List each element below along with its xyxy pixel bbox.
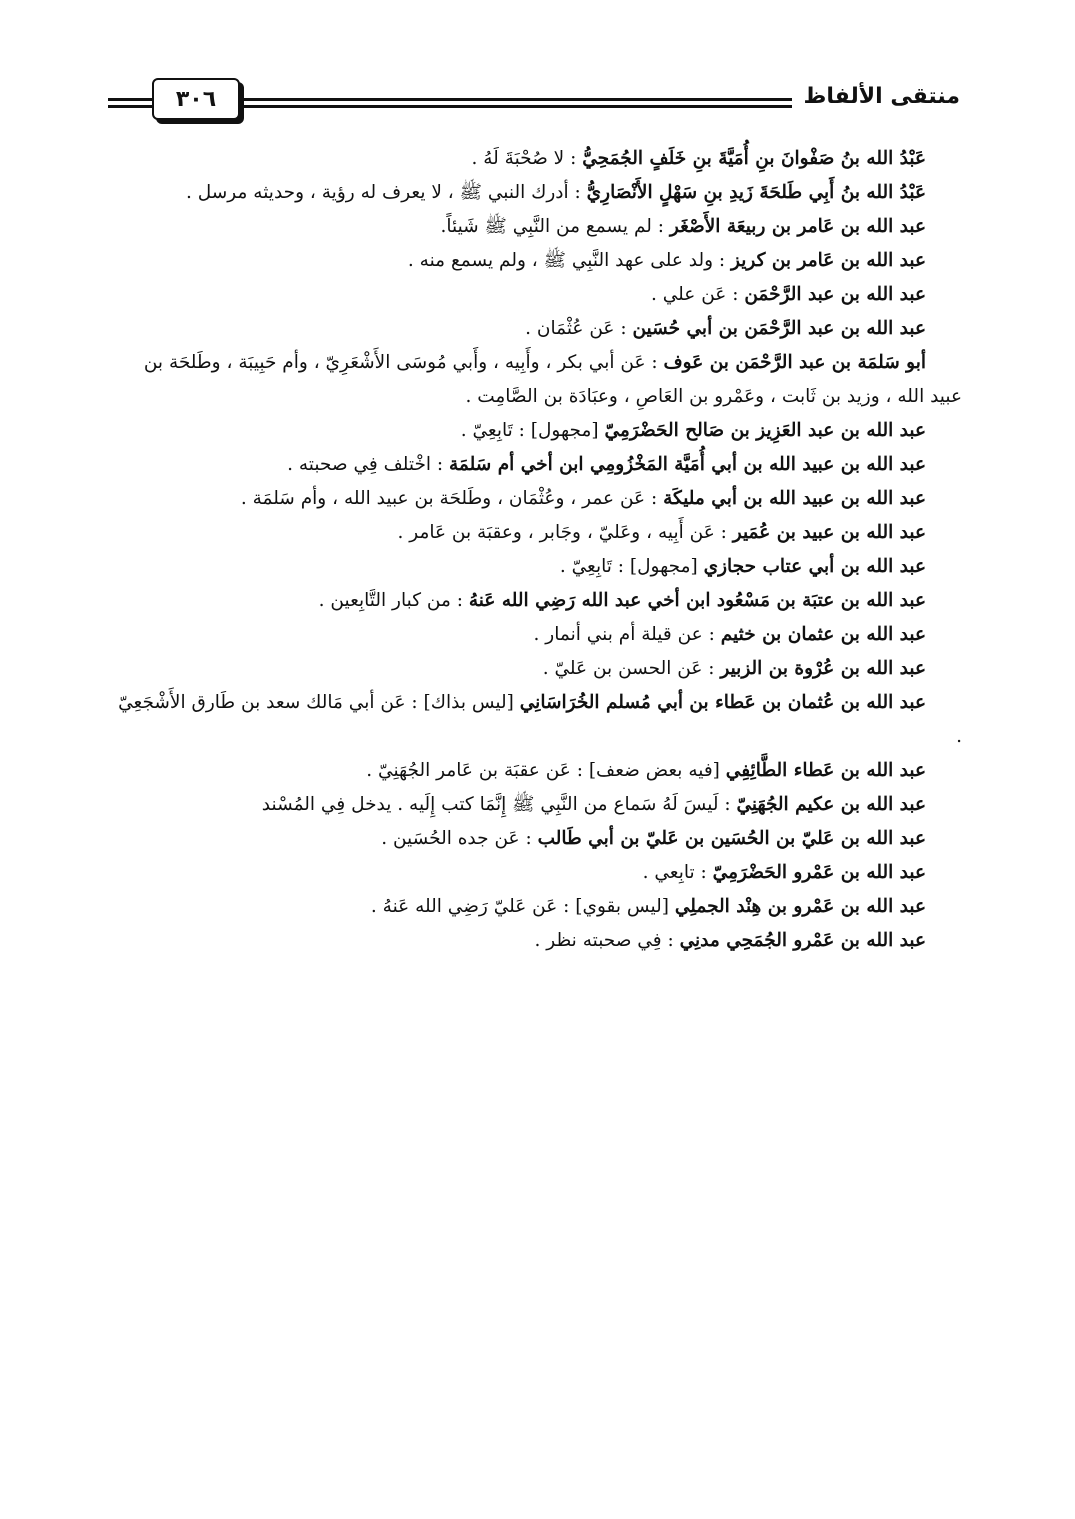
entry-text: : عَن الحسن بن عَليّ .	[542, 658, 721, 679]
entry-name: عبد الله بن عَامر بن كريز	[731, 250, 926, 271]
entry	[110, 822, 962, 856]
entry-text: : من كبار التَّابِعين .	[318, 590, 469, 611]
book-title: منتقى الألفاظ	[803, 84, 960, 109]
entry	[110, 856, 962, 890]
entry	[110, 686, 962, 754]
entry-name: عبد الله بن عَامر بن ربيعَة الأَصْغَر	[669, 216, 926, 237]
entry-text: : عَن عُثْمَان .	[525, 318, 633, 339]
page-number: ٣٠٦	[152, 78, 240, 120]
entry-name: أبو سَلمَة بن عبد الرَّحْمَن بن عَوف	[663, 352, 926, 373]
entry-text: : عَن جده الحُسَين .	[381, 828, 538, 849]
entry-name: عبد الله بن عَمْرو الحَضْرَمِيّ	[712, 862, 926, 883]
entry-text: : أدرك النبي ﷺ ، لا يعرف له رؤية ، وحديثه مرسل .	[186, 182, 587, 203]
entry-text: [مجهول] : تَابِعِيّ .	[460, 420, 605, 441]
entry-name: عبد الله بن عبد الرَّحْمَن	[744, 284, 926, 305]
entry-name: عبد الله بن عَليّ بن الحُسَين بن عَليّ بن أبي طَالب	[537, 828, 926, 849]
entry-text: : لَيسَ لَهُ سَماع من النَّبِي ﷺ إِنَّمَا كتب إِلَيه . يدخل فِي المُسْند	[261, 794, 737, 815]
entry	[110, 278, 962, 312]
entry-text: : فِي صحبته نظر .	[534, 930, 680, 951]
entry-text: : عن قيلة أم بني أنمار .	[533, 624, 721, 645]
entry	[110, 312, 962, 346]
entry	[110, 584, 962, 618]
entry-text: : ولد على عهد النَّبِي ﷺ ، ولم يسمع منه .	[407, 250, 732, 271]
entry-name: عبد الله بن عبيد الله بن أبي مليكَة	[663, 488, 926, 509]
entry	[110, 618, 962, 652]
entry-text: [ليس بذاك] : عَن أبي مَالك سعد بن طَارق الأَشْجَعِيّ .	[118, 692, 962, 747]
entry	[110, 210, 962, 244]
entry-name: عبد الله بن عتبَة بن مَسْعُود ابن أخي عبد الله رَضِي الله عَنهُ	[468, 590, 926, 611]
entry	[110, 346, 962, 414]
entry-text: : عَن علي .	[650, 284, 745, 305]
entry-name: عبد الله بن عكيم الجُهَنِيّ	[736, 794, 926, 815]
entry-name: عَبْدُ الله بنُ أَبِي طَلحَةَ زَيدِ بنِ سَهْلٍ الأَنْصَارِيُّ	[586, 182, 926, 203]
entry-name: عبد الله بن عُرْوة بن الزبير	[720, 658, 926, 679]
entry	[110, 142, 962, 176]
entry	[110, 890, 962, 924]
entry	[110, 244, 962, 278]
entry-name: عبد الله بن عَطاء الطَّائِفِي	[725, 760, 926, 781]
entry	[110, 924, 962, 958]
entry-name: عبد الله بن عبيد بن عُمَير	[732, 522, 926, 543]
entry	[110, 652, 962, 686]
entry-name: عبد الله بن عثمان بن خثيم	[720, 624, 926, 645]
entry-text: [ليس بقوي] : عَن عَليّ رَضِي الله عَنهُ .	[370, 896, 675, 917]
entry-text: : لا صُحْبَةَ لَهُ .	[471, 148, 583, 169]
entry	[110, 448, 962, 482]
entry-name: عبد الله بن أبي عتاب حجازي	[703, 556, 926, 577]
entry	[110, 176, 962, 210]
entry-text: : عَن عمر ، وعُثْمَان ، وطَلحَة بن عبيد الله ، وأم سَلمَة .	[240, 488, 664, 509]
entry-text: [فيه بعض ضعف] : عَن عقبَة بن عَامر الجُهَنِيّ .	[366, 760, 726, 781]
entry	[110, 788, 962, 822]
entry	[110, 516, 962, 550]
entry	[110, 550, 962, 584]
entry	[110, 482, 962, 516]
page-body	[110, 142, 962, 958]
entry-text: : اخْتلف فِي صحبته .	[287, 454, 450, 475]
entry-text: : عَن أبي بكر ، وأَبِيه ، وأَبي مُوسَى الأَشْعَرِيّ ، وأم حَبِيبَة ، وطَلحَة بن عبيد الله ، وزيد بن ثَابت ، وعَمْرو بن العَاصِ ، وعبَادَة بن الصَّامِت .	[143, 352, 962, 407]
entry-text: : عَن أَبِيه ، وعَليّ ، وجَابر ، وعقبَة بن عَامر .	[397, 522, 733, 543]
entry-text: : تابِعي .	[642, 862, 713, 883]
entry-name: عبد الله بن عبيد الله بن أبي أُمَيَّة المَخْزُومِي ابن أخي أم سَلمَة	[449, 454, 926, 475]
entry-name: عبد الله بن عَمْرو الجُمَحِي مدنِي	[679, 930, 926, 951]
entry-name: عبد الله بن عبد العَزِيز بن صَالح الحَضْرَمِيّ	[604, 420, 926, 441]
entry-name: عبد الله بن عُثمان بن عَطاء بن أبي مُسلم الخُرَاسَانِي	[519, 692, 926, 713]
entry-name: عبد الله بن عَمْرو بن هِنْد الجملِي	[674, 896, 926, 917]
entry	[110, 754, 962, 788]
entry-text: [مجهول] : تَابِعِيّ .	[559, 556, 704, 577]
entry-text: : لم يسمع من النَّبِي ﷺ شَيئاً.	[440, 216, 670, 237]
entry	[110, 414, 962, 448]
entry-name: عَبْدُ الله بنُ صَفْوانَ بنِ أُمَيَّةَ بنِ خَلَفٍ الجُمَحِيُّ	[582, 148, 926, 169]
page-header	[108, 78, 960, 128]
entry-name: عبد الله بن عبد الرَّحْمَن بن أبي حُسَين	[632, 318, 926, 339]
